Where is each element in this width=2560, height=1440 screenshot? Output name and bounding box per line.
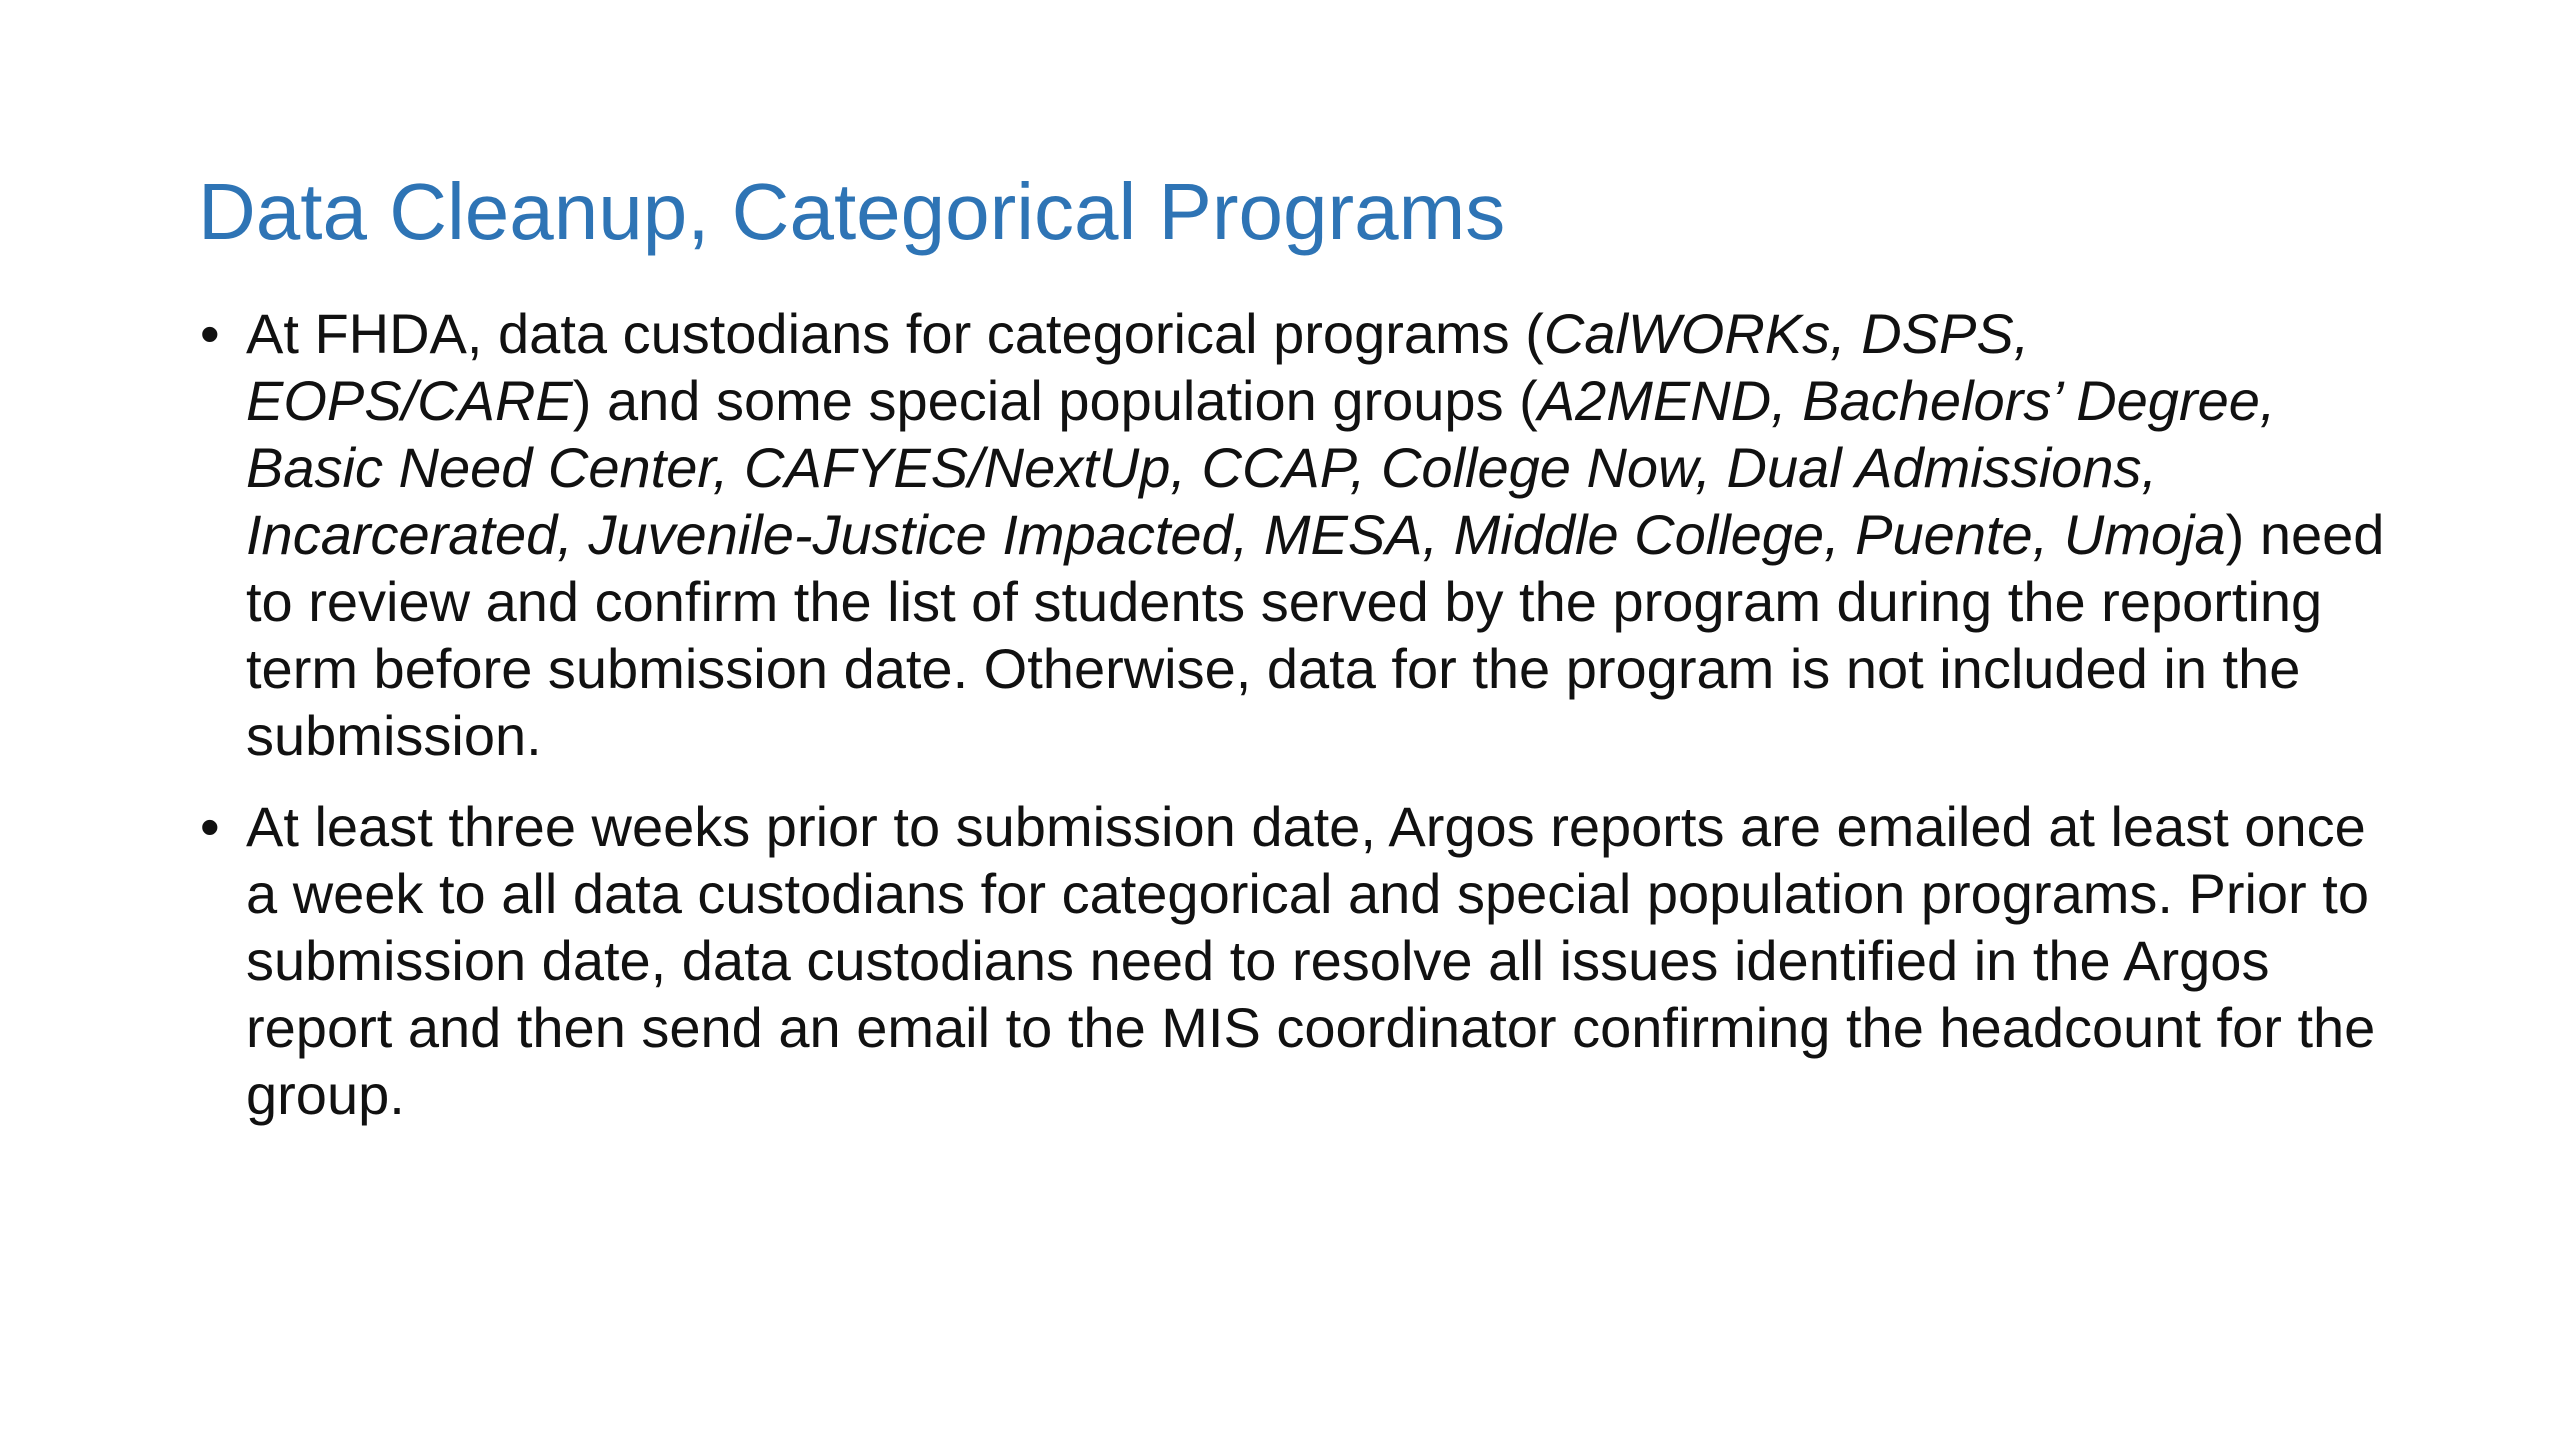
- bullet-marker: •: [200, 302, 220, 365]
- bullet-text-segment: ) need to review and confirm the list of students served by the program during the reporting term before submission date. Otherwise, data for the program is not included in the submission.: [246, 503, 2385, 767]
- bullet-marker: •: [200, 795, 220, 858]
- special-population-groups-list: A2MEND, Bachelors’ Degree, Basic Need Center, CAFYES/NextUp, CCAP, College Now, Dual Admissions, Incarcerated, Juvenile-Justice Impacted, MESA, Middle College, Puente, Umoja: [246, 369, 2276, 566]
- slide-title: Data Cleanup, Categorical Programs: [198, 167, 1506, 256]
- categorical-programs-list: CalWORKs, DSPS, EOPS/CARE: [246, 302, 2030, 432]
- bullet-item-argos-reports: [200, 793, 2386, 1128]
- bullet-item-custodians: [200, 300, 2386, 769]
- bullet-text-segment: At least three weeks prior to submission date, Argos reports are emailed at least once a week to all data custodians for categorical and special population programs. Prior to submission date, data custodians need to resolve all issues identified in the Argos report and then send an email to the MIS coordinator confirming the headcount for the group.: [246, 795, 2376, 1126]
- bullet-text-segment: At FHDA, data custodians for categorical programs (: [246, 302, 1544, 365]
- bullet-list: [200, 300, 2386, 1152]
- bullet-text-segment: ) and some special population groups (: [572, 369, 1538, 432]
